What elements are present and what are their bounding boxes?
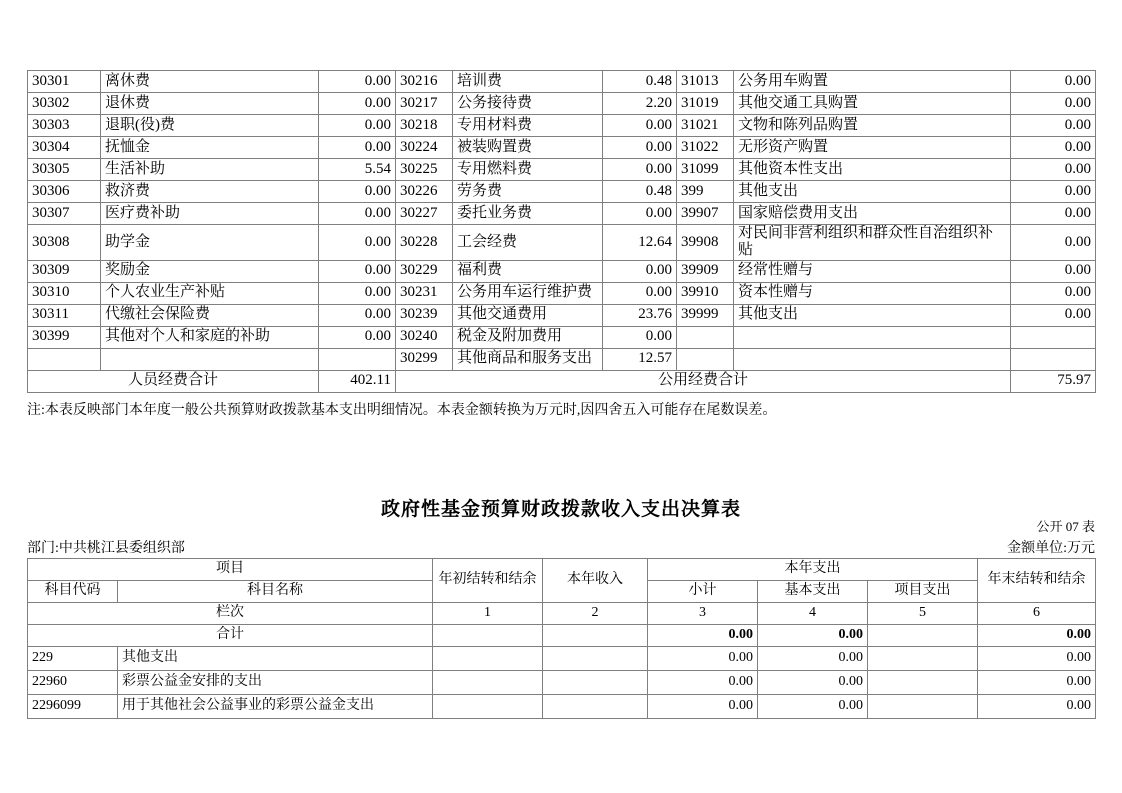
personnel-total-value: 402.11 [319,370,396,392]
table2-title: 政府性基金预算财政拨款收入支出决算表 [380,499,741,520]
cell: 30227 [396,203,453,225]
cell: 专用材料费 [453,115,603,137]
cell: 奖励金 [101,260,319,282]
lane-2: 2 [543,603,648,625]
cell [101,348,319,370]
expenditure-row [28,93,1096,115]
cell: 离休费 [101,71,319,93]
cell: 退休费 [101,93,319,115]
cell: 31022 [677,137,734,159]
cell: 31099 [677,159,734,181]
header-project-exp: 项目支出 [868,581,978,603]
cell: 0.00 [978,647,1096,671]
lane-4: 4 [758,603,868,625]
fund-row [28,695,1096,719]
cell: 0.00 [603,159,677,181]
cell: 31021 [677,115,734,137]
cell: 30306 [28,181,101,203]
cell: 其他对个人和家庭的补助 [101,326,319,348]
cell: 30239 [396,304,453,326]
cell: 0.00 [1011,137,1096,159]
table-note: 注:本表反映部门本年度一般公共预算财政拨款基本支出明细情况。本表金额转换为万元时,因四舍五入可能存在尾数误差。 [27,403,777,418]
cell: 30309 [28,260,101,282]
cell: 彩票公益金安排的支出 [118,671,433,695]
grand-total-row [28,625,1096,647]
cell: 30299 [396,348,453,370]
grand-total-basic: 0.00 [758,625,868,647]
cell: 30302 [28,93,101,115]
cell [1011,326,1096,348]
department-label: 部门:中共桃江县委组织部 [27,541,185,556]
public-total-label: 公用经费合计 [396,370,1011,392]
cell: 30231 [396,282,453,304]
lane-3: 3 [648,603,758,625]
cell: 被装购置费 [453,137,603,159]
cell: 0.00 [758,695,868,719]
header-carry-begin: 年初结转和结余 [433,559,543,603]
fund-budget-table [27,558,1096,719]
table2-number: 公开 07 表 [1036,519,1095,534]
cell: 0.00 [1011,181,1096,203]
basic-expenditure-table [27,70,1096,393]
cell: 0.00 [1011,203,1096,225]
cell: 国家赔偿费用支出 [734,203,1011,225]
cell: 0.00 [758,671,868,695]
cell: 0.00 [1011,159,1096,181]
cell: 生活补助 [101,159,319,181]
totals-row [28,370,1096,392]
cell: 39999 [677,304,734,326]
cell: 公务用车运行维护费 [453,282,603,304]
cell: 2.20 [603,93,677,115]
cell [28,348,101,370]
cell: 公务接待费 [453,93,603,115]
header-project: 项目 [28,559,433,581]
cell: 委托业务费 [453,203,603,225]
lane-row [28,603,1096,625]
cell: 30226 [396,181,453,203]
grand-total-label: 合计 [28,625,433,647]
cell: 30228 [396,225,453,261]
expenditure-row [28,159,1096,181]
cell [319,348,396,370]
cell: 公务用车购置 [734,71,1011,93]
fund-row [28,671,1096,695]
expenditure-row [28,71,1096,93]
cell: 0.00 [1011,304,1096,326]
expenditure-row [28,326,1096,348]
cell: 30229 [396,260,453,282]
grand-total-carry-begin [433,625,543,647]
cell: 0.00 [319,93,396,115]
header-carry-end: 年末结转和结余 [978,559,1096,603]
cell: 代缴社会保险费 [101,304,319,326]
expenditure-row [28,225,1096,261]
cell: 其他支出 [118,647,433,671]
expenditure-row [28,348,1096,370]
cell: 其他商品和服务支出 [453,348,603,370]
cell [734,348,1011,370]
cell: 23.76 [603,304,677,326]
cell: 30218 [396,115,453,137]
expenditure-row [28,282,1096,304]
cell: 无形资产购置 [734,137,1011,159]
cell: 对民间非营利组织和群众性自治组织补贴 [734,225,1011,261]
cell: 救济费 [101,181,319,203]
cell: 其他支出 [734,181,1011,203]
cell: 30303 [28,115,101,137]
cell: 其他交通工具购置 [734,93,1011,115]
cell: 31013 [677,71,734,93]
cell: 30308 [28,225,101,261]
cell: 0.00 [603,137,677,159]
cell: 助学金 [101,225,319,261]
cell: 30305 [28,159,101,181]
cell: 30304 [28,137,101,159]
cell: 30310 [28,282,101,304]
cell: 0.00 [603,115,677,137]
cell: 30399 [28,326,101,348]
cell [868,671,978,695]
cell: 0.00 [1011,71,1096,93]
cell [433,647,543,671]
grand-total-subtotal: 0.00 [648,625,758,647]
cell [868,647,978,671]
cell: 0.00 [603,203,677,225]
cell: 0.00 [603,282,677,304]
cell [677,326,734,348]
cell: 30225 [396,159,453,181]
cell: 39909 [677,260,734,282]
cell [543,695,648,719]
cell: 0.00 [1011,115,1096,137]
cell: 0.00 [603,326,677,348]
cell: 5.54 [319,159,396,181]
cell: 医疗费补助 [101,203,319,225]
expenditure-row [28,137,1096,159]
cell [677,348,734,370]
cell: 抚恤金 [101,137,319,159]
cell [433,671,543,695]
header-name: 科目名称 [118,581,433,603]
cell: 12.57 [603,348,677,370]
header-code: 科目代码 [28,581,118,603]
cell: 退职(役)费 [101,115,319,137]
cell: 0.00 [319,181,396,203]
cell: 0.00 [1011,93,1096,115]
expenditure-row [28,260,1096,282]
header-expense: 本年支出 [648,559,978,581]
cell: 0.00 [319,326,396,348]
expenditure-row [28,203,1096,225]
cell: 12.64 [603,225,677,261]
grand-total-carry-end: 0.00 [978,625,1096,647]
cell: 0.00 [978,671,1096,695]
lane-1: 1 [433,603,543,625]
cell [543,647,648,671]
cell: 0.00 [319,304,396,326]
cell [1011,348,1096,370]
amount-unit-label: 金额单位:万元 [1007,541,1095,556]
cell: 229 [28,647,118,671]
cell: 0.00 [648,647,758,671]
cell: 个人农业生产补贴 [101,282,319,304]
public-total-value: 75.97 [1011,370,1096,392]
cell [868,695,978,719]
cell: 0.00 [319,137,396,159]
cell: 专用燃料费 [453,159,603,181]
cell: 39910 [677,282,734,304]
header-income: 本年收入 [543,559,648,603]
cell: 经常性赠与 [734,260,1011,282]
cell: 0.00 [319,115,396,137]
lane-5: 5 [868,603,978,625]
cell: 0.48 [603,181,677,203]
cell: 其他支出 [734,304,1011,326]
lane-6: 6 [978,603,1096,625]
cell: 30301 [28,71,101,93]
header-basic: 基本支出 [758,581,868,603]
cell: 税金及附加费用 [453,326,603,348]
cell: 0.00 [319,282,396,304]
cell: 2296099 [28,695,118,719]
grand-total-project-exp [868,625,978,647]
cell: 0.00 [648,695,758,719]
expenditure-row [28,181,1096,203]
cell: 39908 [677,225,734,261]
cell: 0.00 [319,71,396,93]
cell: 其他交通费用 [453,304,603,326]
expenditure-row [28,304,1096,326]
fund-row [28,647,1096,671]
lane-label: 栏次 [28,603,433,625]
cell: 30311 [28,304,101,326]
cell: 工会经费 [453,225,603,261]
cell [433,695,543,719]
cell: 399 [677,181,734,203]
cell: 0.00 [758,647,868,671]
cell [734,326,1011,348]
cell: 0.00 [319,203,396,225]
cell: 用于其他社会公益事业的彩票公益金支出 [118,695,433,719]
cell: 培训费 [453,71,603,93]
header-subtotal: 小计 [648,581,758,603]
cell: 0.00 [1011,260,1096,282]
cell: 文物和陈列品购置 [734,115,1011,137]
cell: 0.00 [648,671,758,695]
cell: 30224 [396,137,453,159]
cell: 0.00 [319,225,396,261]
cell: 22960 [28,671,118,695]
cell: 其他资本性支出 [734,159,1011,181]
personnel-total-label: 人员经费合计 [28,370,319,392]
cell: 30217 [396,93,453,115]
cell [543,671,648,695]
cell: 39907 [677,203,734,225]
grand-total-income [543,625,648,647]
cell: 福利费 [453,260,603,282]
cell: 30240 [396,326,453,348]
cell: 资本性赠与 [734,282,1011,304]
cell: 劳务费 [453,181,603,203]
cell: 0.00 [1011,225,1096,261]
cell: 0.00 [319,260,396,282]
cell: 30307 [28,203,101,225]
cell: 30216 [396,71,453,93]
cell: 0.00 [603,260,677,282]
expenditure-row [28,115,1096,137]
cell: 31019 [677,93,734,115]
cell: 0.48 [603,71,677,93]
header-row-1 [28,559,1096,581]
cell: 0.00 [978,695,1096,719]
cell: 0.00 [1011,282,1096,304]
